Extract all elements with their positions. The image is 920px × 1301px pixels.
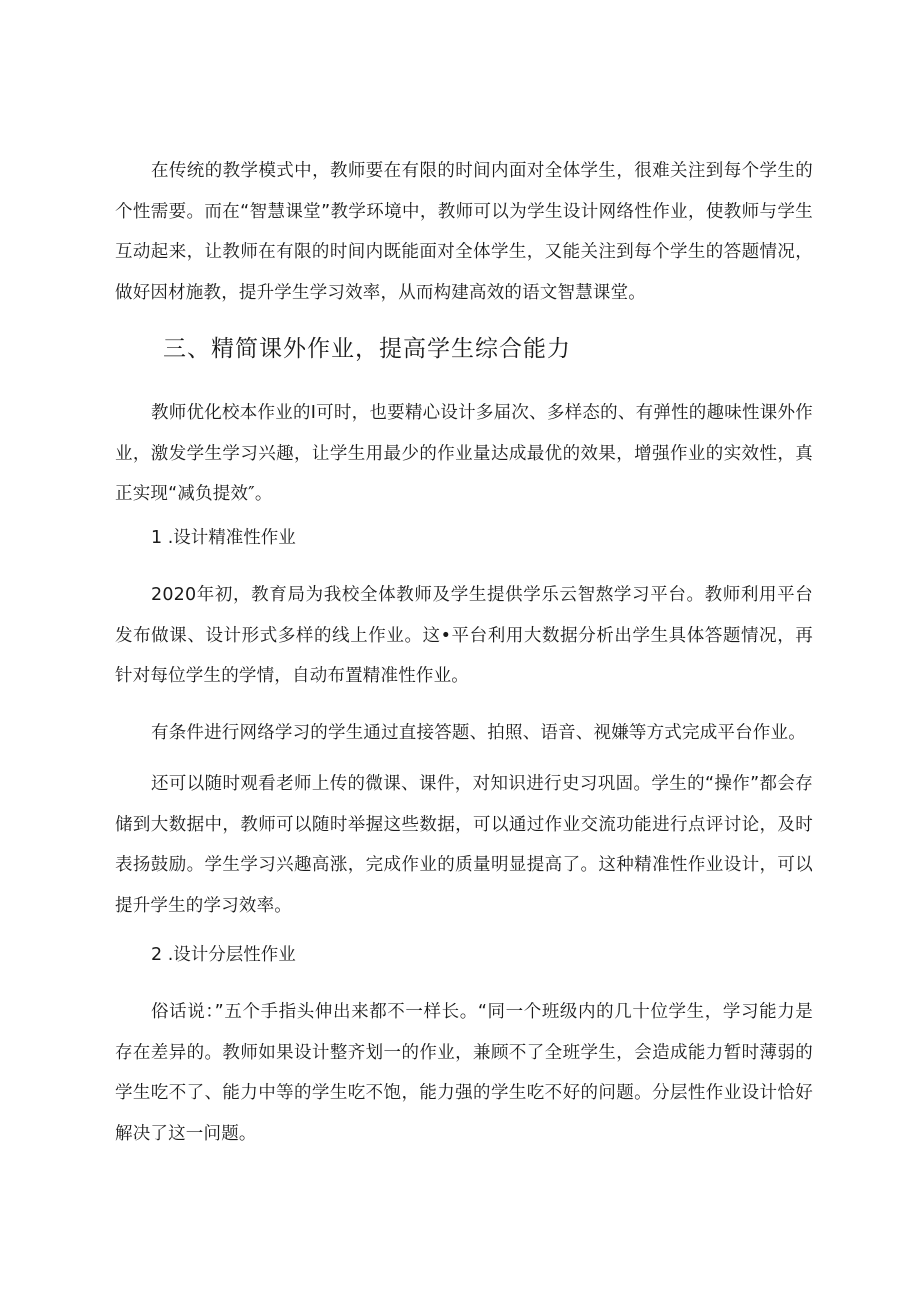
paragraph-online-learning: 有条件进行网络学习的学生通过直接答题、拍照、语音、视嫌等方式完成平台作业。 xyxy=(151,723,806,743)
section-heading-extracurricular: 三、精简课外作业，提高学生综合能力 xyxy=(163,336,571,362)
paragraph-platform: 2020年初，教育局为我校全体教师及学生提供学乐云智熬学习平台。教师利用平台发布做课、设计形式多样的线上作业。这•平台利用大数据分析出学生具体答题情况，再针对每位学生的学情，自动布置精准性作业。 xyxy=(115,585,813,686)
paragraph-smart-classroom: 在传统的教学模式中，教师要在有限的时间内面对全体学生，很难关注到每个学生的个性需要。而在“智慧课堂”教学环境中，教师可以为学生设计网络性作业，使教师与学生互动起来，让教师在有限的时间内既能面对全体学生，又能关注到每个学生的答题情况，做好因材施教，提升学生学习效率，从而构建高效的语文智慧课堂。 xyxy=(115,161,813,303)
paragraph-microlessons: 还可以随时观看老师上传的微课、课件，对知识进行史习巩固。学生的“操作”都会存储到大数据中，教师可以随时举握这些数据，可以通过作业交流功能进行点评讨论，及时表扬鼓励。学生学习兴趣高涨，完成作业的质量明显提高了。这种精准性作业设计，可以提升学生的学习效率。 xyxy=(115,774,813,916)
paragraph-tiered-homework: 俗话说：”五个手指头伸出来都不一样长。“同一个班级内的几十位学生，学习能力是存在差异的。教师如果设计整齐划一的作业，兼顾不了全班学生，会造成能力暂时薄弱的学生吃不了、能力中等的学生吃不饱，能力强的学生吃不好的问题。分层性作业设计恰好解决了这一问题。 xyxy=(115,1002,813,1144)
paragraph-extracurricular-intro: 教师优化校本作业的I可时，也要精心设计多届次、多样态的、有弹性的趣味性课外作业，激发学生学习兴趣，让学生用最少的作业量达成最优的效果，增强作业的实效性，真正实现“减负提效″。 xyxy=(115,403,813,504)
subheading-precise-homework: 1 .设计精准性作业 xyxy=(151,528,296,548)
subheading-tiered-homework: 2 .设计分层性作业 xyxy=(151,945,296,965)
